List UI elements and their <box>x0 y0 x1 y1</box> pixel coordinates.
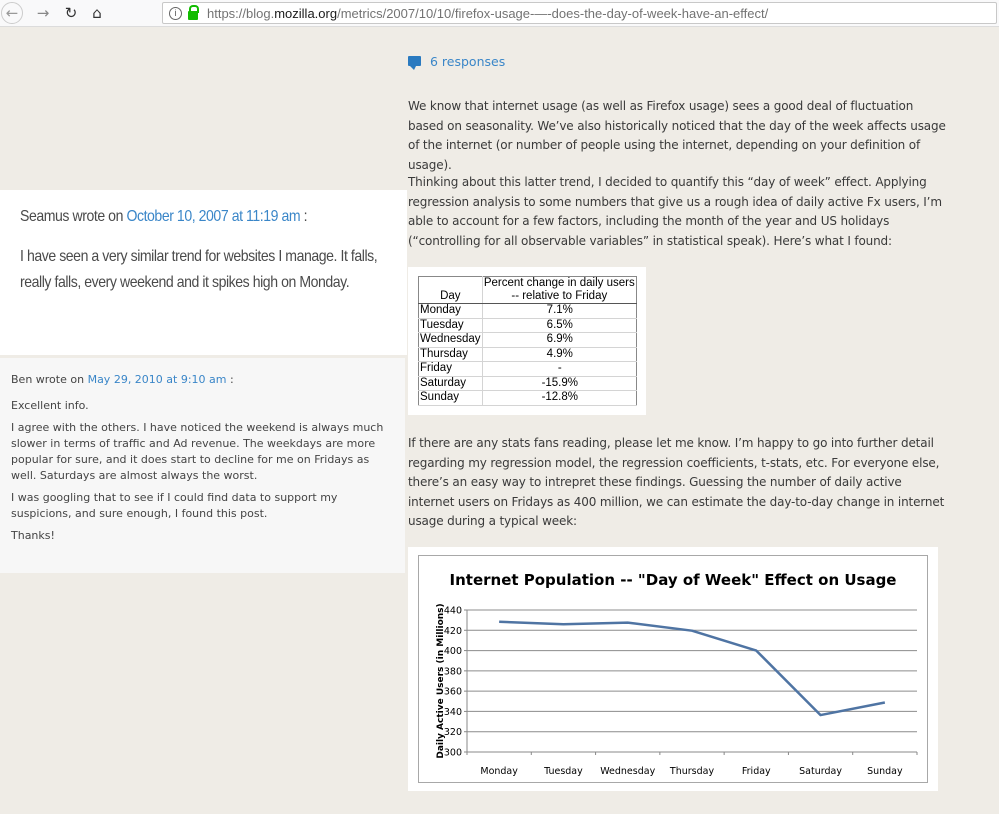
table-cell-day: Wednesday <box>420 333 481 346</box>
forward-icon[interactable]: → <box>36 4 50 22</box>
table-row <box>419 318 637 333</box>
chart-title: Internet Population -- "Day of Week" Effect on Usage <box>449 571 897 589</box>
comment-paragraph: I agree with the others. I have noticed the weekend is always much slower in terms of traffic and Ad revenue. The weekdays are more popular for sure, and it does start to decline for me on Fridays as well. Saturdays are almost always the worst. <box>11 421 384 482</box>
url-text[interactable] <box>207 6 768 21</box>
table-cell-day: Sunday <box>419 391 483 406</box>
chart-frame <box>418 555 928 783</box>
table-row <box>419 362 637 377</box>
table-row <box>419 333 637 348</box>
comment-paragraph: Excellent info. <box>11 399 89 412</box>
y-tick-label: 440 <box>443 605 462 617</box>
x-tick-label: Thursday <box>669 766 715 777</box>
comment-bubble-icon <box>408 56 421 66</box>
table-cell-percent: 7.1% <box>482 304 636 319</box>
table-row <box>419 376 637 391</box>
y-tick-label: 300 <box>443 747 462 759</box>
table-cell-percent: - <box>482 362 636 377</box>
comment-meta <box>11 372 394 388</box>
comment-seamus <box>0 190 407 355</box>
chart-image <box>408 547 938 791</box>
url-path: /metrics/2007/10/10/firefox-usage-—-does-the-day-of-week-have-an-effect/ <box>337 5 769 21</box>
x-tick-label: Friday <box>741 766 771 777</box>
home-icon[interactable]: ⌂ <box>92 4 102 22</box>
table-cell-day: Friday <box>419 362 483 377</box>
article-paragraph-1: We know that internet usage (as well as Firefox usage) sees a good deal of fluctuation based on seasonality. We’ve also historically noticed that the day of the week affects usage of the internet (or number of people using the internet, depending on your definition of usage). <box>408 99 946 172</box>
x-tick-label: Tuesday <box>544 766 583 777</box>
comment-colon: : <box>303 208 308 225</box>
y-tick-label: 320 <box>443 727 462 739</box>
stats-table <box>418 276 637 406</box>
table-cell-day: Saturday <box>419 376 483 391</box>
y-tick-label: 340 <box>443 706 462 718</box>
comment-body: I have seen a very similar trend for websites I manage. It falls, really falls, every weekend and it spikes high on Monday. <box>20 248 378 291</box>
url-prefix: https://blog. <box>207 5 275 21</box>
info-icon[interactable]: i <box>169 7 182 20</box>
table-cell-percent: -15.9% <box>482 376 636 391</box>
article <box>408 50 948 777</box>
comment-author: Seamus wrote on <box>20 208 123 225</box>
responses-count[interactable]: 6 responses <box>430 53 506 69</box>
table-cell-day: Thursday <box>419 347 483 362</box>
comment-paragraph: I was googling that to see if I could find data to support my suspicions, and sure enough, I found this post. <box>11 491 338 520</box>
x-tick-label: Monday <box>480 766 518 777</box>
comment-author: Ben wrote on <box>11 373 85 386</box>
header-percent <box>482 277 636 304</box>
back-icon[interactable]: ← <box>1 2 23 24</box>
table-row <box>419 304 637 319</box>
comment-ben <box>0 358 405 573</box>
table-row <box>419 391 637 406</box>
url-domain: mozilla.org <box>274 5 338 21</box>
y-tick-label: 420 <box>443 625 462 637</box>
responses-link[interactable] <box>408 50 948 72</box>
table-cell-percent: 6.9% <box>482 333 636 348</box>
chart-y-axis-label: Daily Active Users (in Millions) <box>436 603 446 759</box>
comment-paragraph: Thanks! <box>11 529 55 542</box>
comment-date-link[interactable]: October 10, 2007 at 11:19 am <box>126 208 301 225</box>
table-cell-percent: 6.5% <box>482 318 636 333</box>
series-line <box>499 622 885 715</box>
table-cell-day: Tuesday <box>419 318 483 333</box>
comment-colon: : <box>230 373 234 386</box>
y-tick-label: 360 <box>443 686 462 698</box>
table-cell-percent: 4.9% <box>482 347 636 362</box>
header-percent-line2: -- relative to Friday <box>511 290 608 302</box>
reload-icon[interactable]: ↻ <box>64 4 78 22</box>
table-cell-percent: -12.8% <box>482 391 636 406</box>
table-cell-day: Monday <box>419 304 483 319</box>
y-tick-label: 380 <box>443 666 462 678</box>
x-tick-label: Sunday <box>867 766 903 777</box>
article-paragraph-3: If there are any stats fans reading, please let me know. I’m happy to go into further detail regarding my regression model, the regression coefficients, t-stats, etc. For everyone else, there’s an easy way to intrepret these findings. Guessing the number of daily active internet users on Fridays as 400 million, we can estimate the day-to-day change in internet usage during a typical week: <box>408 436 945 528</box>
line-chart <box>419 556 927 782</box>
comment-meta <box>20 208 343 226</box>
header-day: Day <box>419 277 483 304</box>
x-tick-label: Saturday <box>799 766 842 777</box>
table-row <box>419 347 637 362</box>
header-percent-line1: Percent change in daily users <box>483 277 635 289</box>
browser-toolbar <box>0 0 999 27</box>
lock-icon <box>188 11 198 20</box>
article-paragraph-2: Thinking about this latter trend, I decided to quantify this “day of week” effect. Applying regression analysis to some numbers that give us a rough idea of daily active Fx users, I’m able to account for a few factors, including the month of the year and US holidays (“controlling for all observable variables” in statistical speak). Here’s what I found: <box>408 175 942 248</box>
url-bar[interactable] <box>162 2 997 24</box>
comment-date-link[interactable]: May 29, 2010 at 9:10 am <box>87 373 227 386</box>
table-header-row <box>419 277 637 304</box>
y-tick-label: 400 <box>443 646 462 658</box>
x-tick-label: Wednesday <box>600 766 656 777</box>
stats-table-image <box>408 267 646 415</box>
